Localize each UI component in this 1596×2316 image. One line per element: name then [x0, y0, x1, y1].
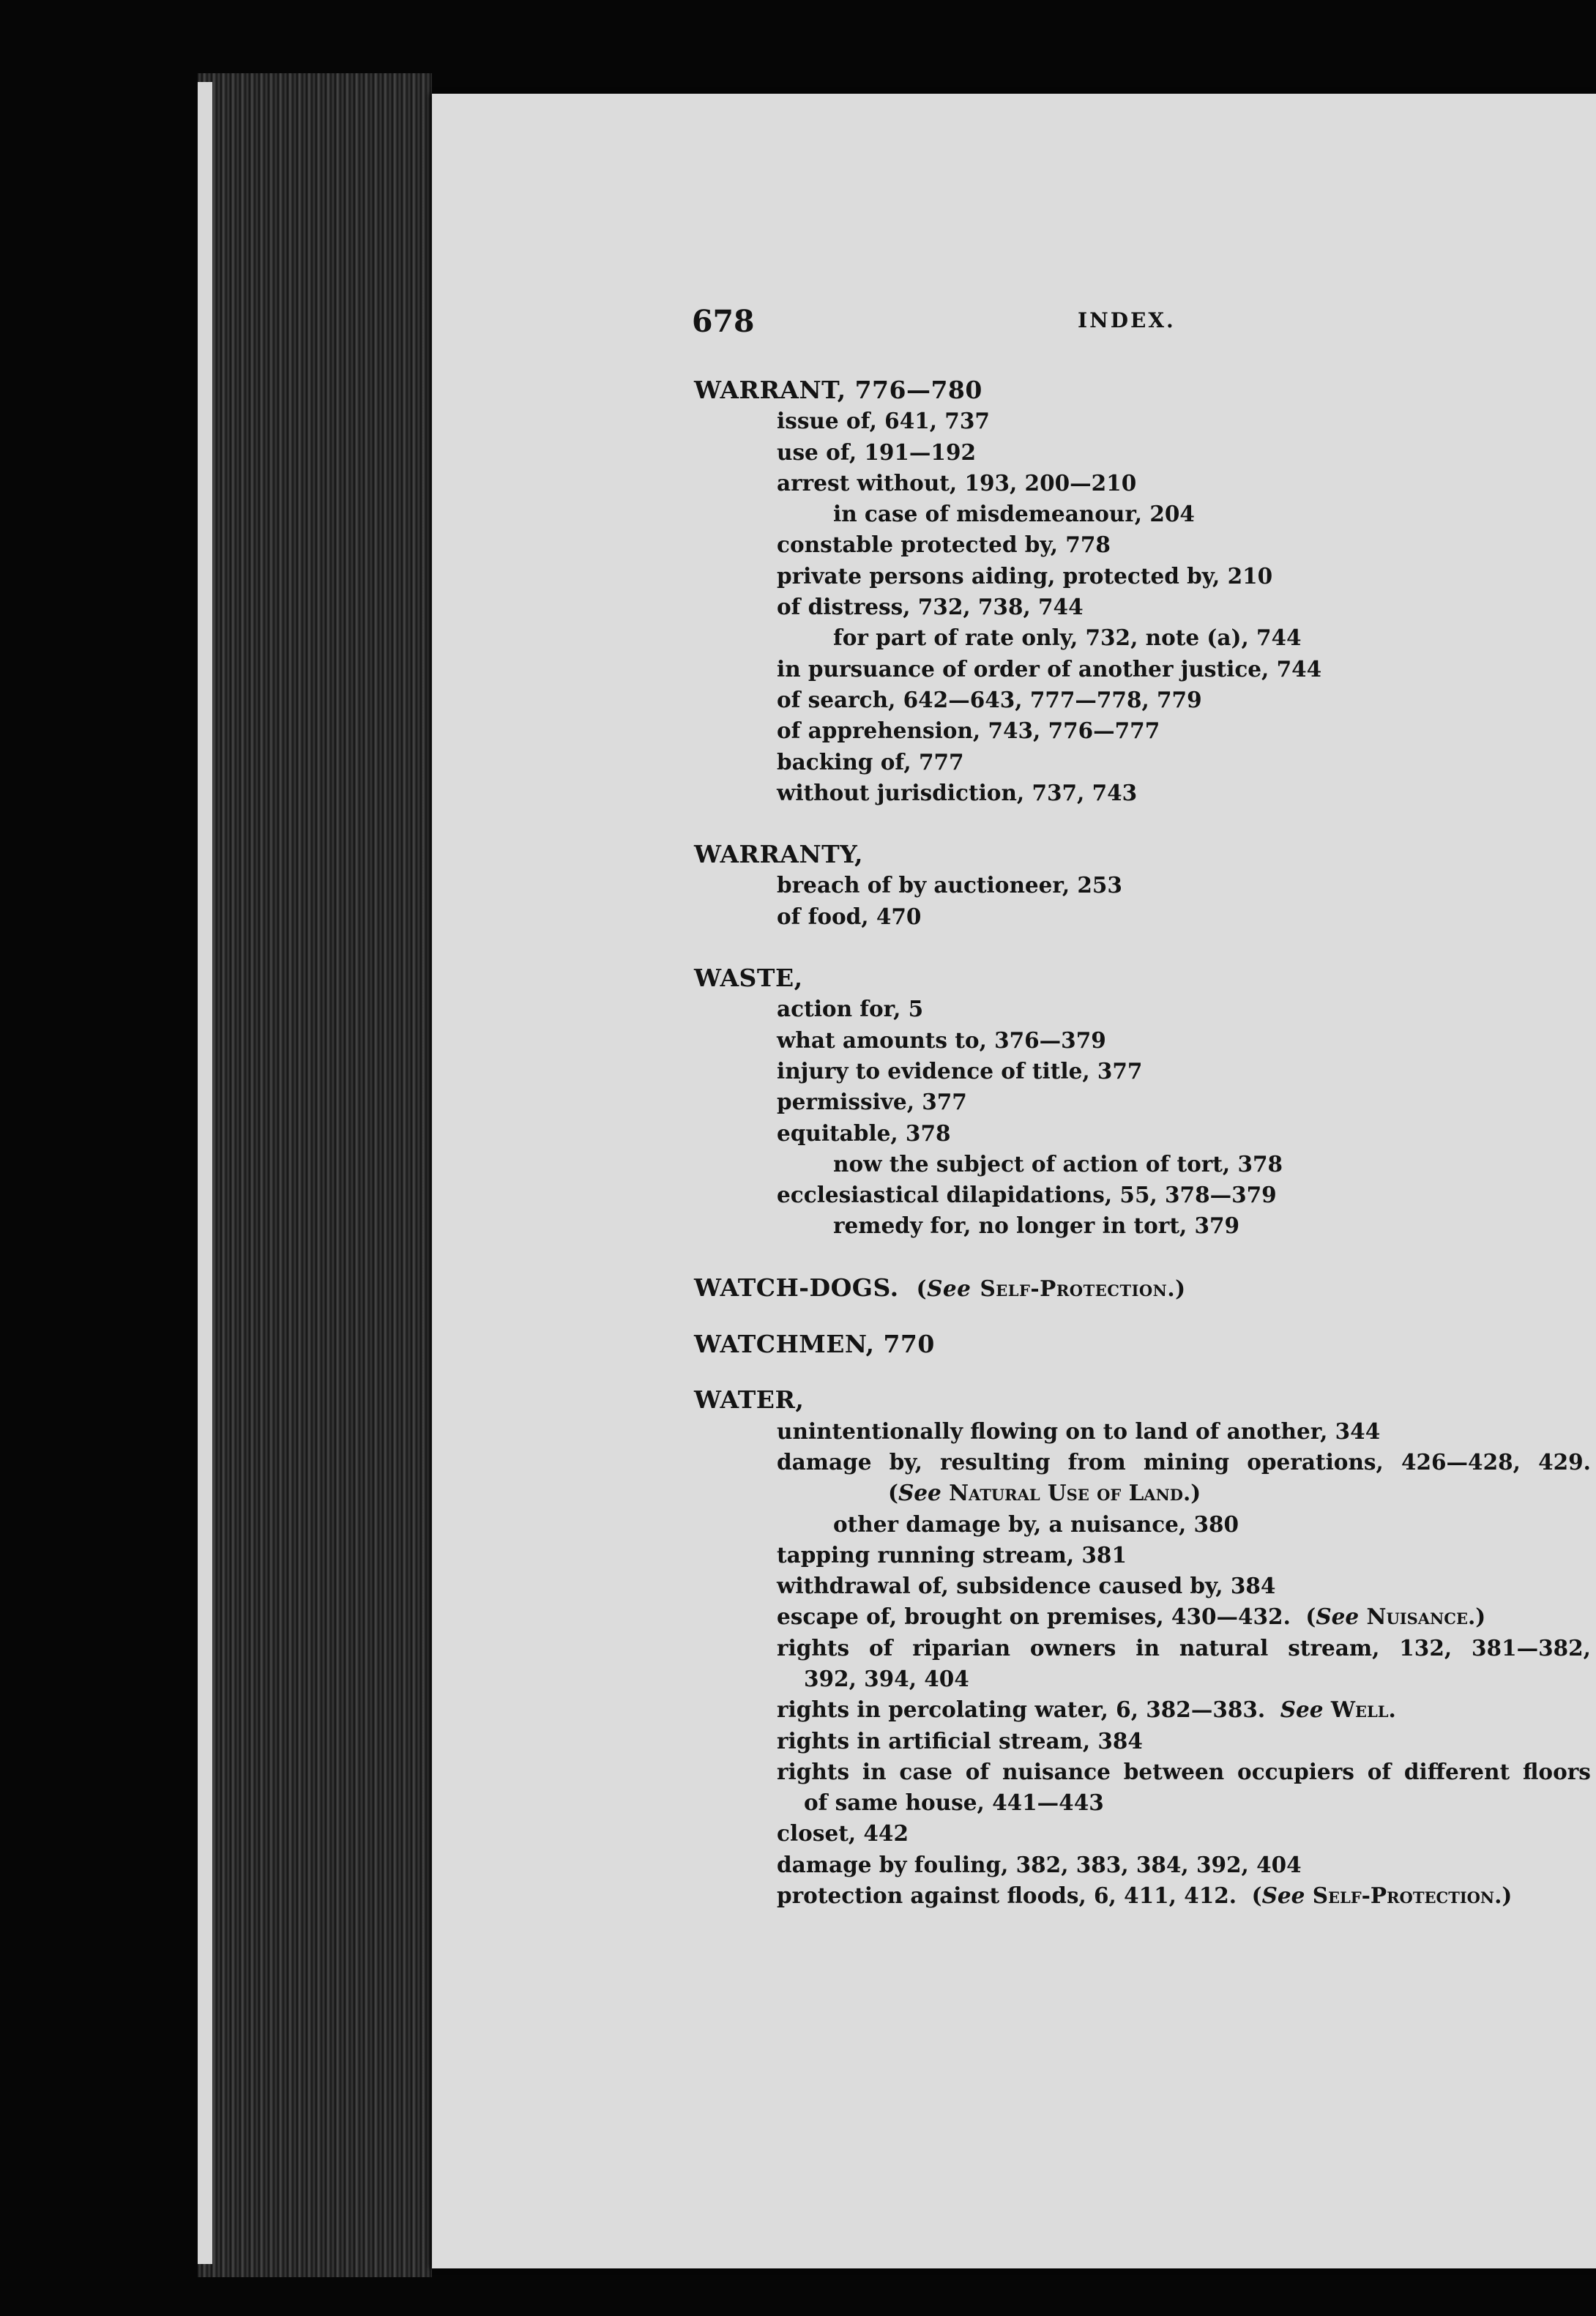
word: of — [965, 1758, 990, 1784]
word: floors — [1522, 1758, 1591, 1784]
subentry: injury to evidence of title, 377 — [777, 1057, 1143, 1084]
word: owners — [1029, 1634, 1116, 1661]
word: of — [868, 1634, 893, 1661]
see-word: See — [1261, 1883, 1305, 1909]
subentry: ecclesiastical dilapidations, 55, 378—379 — [777, 1182, 1277, 1208]
cross-ref-target: Self-Protection. — [1312, 1883, 1502, 1909]
see-word: See — [927, 1275, 972, 1301]
word: case — [899, 1758, 952, 1784]
subentry-nested: in case of misdemeanour, 204 — [833, 501, 1195, 527]
subentry: closet, 442 — [777, 1820, 909, 1847]
cross-reference: (See Natural Use of Land.) — [888, 1480, 1201, 1506]
word: between — [1123, 1758, 1225, 1784]
subentry: escape of, brought on premises, 430—432. (See Nuisance.) — [777, 1604, 1486, 1630]
see-word: See — [1280, 1697, 1324, 1723]
subentry: equitable, 378 — [777, 1120, 951, 1146]
subentry-justified — [694, 1757, 1591, 1787]
entry-heading: WARRANT, 776—780 — [694, 376, 982, 404]
see-word: See — [1316, 1604, 1360, 1630]
word: rights — [777, 1634, 850, 1661]
subentry: withdrawal of, subsidence caused by, 384 — [777, 1573, 1276, 1599]
word: by, — [889, 1448, 922, 1475]
subentry — [694, 1694, 1591, 1725]
subentry-nested: now the subject of action of tort, 378 — [833, 1150, 1283, 1177]
index-entry-waste — [694, 963, 1591, 1242]
word: in — [862, 1758, 887, 1784]
subentry: tapping running stream, 381 — [777, 1541, 1127, 1568]
word: occupiers — [1237, 1758, 1354, 1784]
word: damage — [777, 1448, 872, 1475]
word: 429. — [1538, 1448, 1591, 1475]
subentry: of distress, 732, 738, 744 — [777, 594, 1084, 620]
subentry: use of, 191—192 — [777, 439, 977, 465]
index-entry-watch-dogs — [694, 1273, 1591, 1304]
index-entry-warranty — [694, 839, 1591, 932]
word: 426—428, — [1401, 1448, 1521, 1475]
cross-ref-target: Self-Protection. — [980, 1275, 1176, 1301]
word: mining — [1143, 1448, 1230, 1475]
word: operations, — [1247, 1448, 1384, 1475]
cross-ref-target: Nuisance. — [1366, 1604, 1476, 1630]
index-entry-water — [694, 1385, 1591, 1911]
book-page-edge — [198, 82, 212, 2264]
subentry: permissive, 377 — [777, 1089, 967, 1115]
entry-heading: WASTE, — [694, 964, 803, 993]
word: nuisance — [1002, 1758, 1111, 1784]
index-column — [694, 375, 1591, 1911]
page-number: 678 — [692, 304, 755, 339]
subentry-text: escape of, brought on premises, 430—432. — [777, 1604, 1291, 1630]
index-entry-watchmen: WATCHMEN, 770 — [694, 1330, 935, 1359]
subentry-continuation: 392, 394, 404 — [804, 1665, 969, 1691]
subentry: backing of, 777 — [777, 748, 964, 775]
subentry: in pursuance of order of another justice, 744 — [777, 655, 1322, 682]
subentry: rights in artificial stream, 384 — [777, 1727, 1143, 1754]
index-entry-warrant — [694, 375, 1591, 808]
subentry-continuation: of same house, 441—443 — [804, 1790, 1104, 1816]
subentry: of apprehension, 743, 776—777 — [777, 718, 1160, 744]
subentry-justified — [694, 1447, 1591, 1478]
entry-heading: WATER, — [694, 1385, 805, 1415]
subentry: action for, 5 — [777, 996, 924, 1022]
subentry-nested: other damage by, a nuisance, 380 — [833, 1511, 1239, 1537]
cross-ref-open: ( — [916, 1275, 928, 1301]
subentry: protection against floods, 6, 411, 412. (See Self-Protection.) — [777, 1883, 1513, 1909]
subentry: issue of, 641, 737 — [777, 408, 990, 434]
subentry: private persons aiding, protected by, 210 — [777, 562, 1273, 589]
word: different — [1403, 1758, 1510, 1784]
word: of — [1367, 1758, 1392, 1784]
entry-heading: WATCH-DOGS. — [694, 1273, 899, 1302]
subentry-nested: for part of rate only, 732, note (a), 744 — [833, 625, 1302, 651]
subentry: breach of by auctioneer, 253 — [777, 872, 1122, 898]
subentry: constable protected by, 778 — [777, 532, 1111, 558]
word: rights — [777, 1758, 850, 1784]
subentry: damage by fouling, 382, 383, 384, 392, 404 — [777, 1851, 1302, 1877]
subentry-text: protection against floods, 6, 411, 412. — [777, 1883, 1237, 1909]
subentry: arrest without, 193, 200—210 — [777, 469, 1137, 496]
word: 132, — [1399, 1634, 1453, 1661]
word: from — [1067, 1448, 1126, 1475]
subentry: what amounts to, 376—379 — [777, 1027, 1106, 1053]
subentry: without jurisdiction, 737, 743 — [777, 779, 1138, 805]
see-word: See — [898, 1480, 941, 1506]
book-page-stack — [198, 73, 432, 2277]
word: stream, — [1288, 1634, 1380, 1661]
cross-ref-target: Natural Use of Land. — [949, 1480, 1191, 1506]
cross-ref-close: ) — [1175, 1275, 1186, 1301]
subentry: of search, 642—643, 777—778, 779 — [777, 686, 1202, 712]
subentry-text: rights in percolating water, 6, 382—383. — [777, 1697, 1266, 1723]
running-head: INDEX. — [1078, 308, 1176, 332]
word: resulting — [940, 1448, 1051, 1475]
subentry: unintentionally flowing on to land of another, 344 — [777, 1418, 1381, 1444]
word: riparian — [912, 1634, 1011, 1661]
word: natural — [1179, 1634, 1269, 1661]
subentry-justified — [694, 1633, 1591, 1664]
word: in — [1136, 1634, 1160, 1661]
subentry: of food, 470 — [777, 903, 922, 929]
cross-ref-target: Well. — [1330, 1697, 1396, 1723]
word: 381—382, — [1472, 1634, 1591, 1661]
entry-heading: WARRANTY, — [694, 840, 864, 869]
subentry-nested: remedy for, no longer in tort, 379 — [833, 1213, 1240, 1239]
